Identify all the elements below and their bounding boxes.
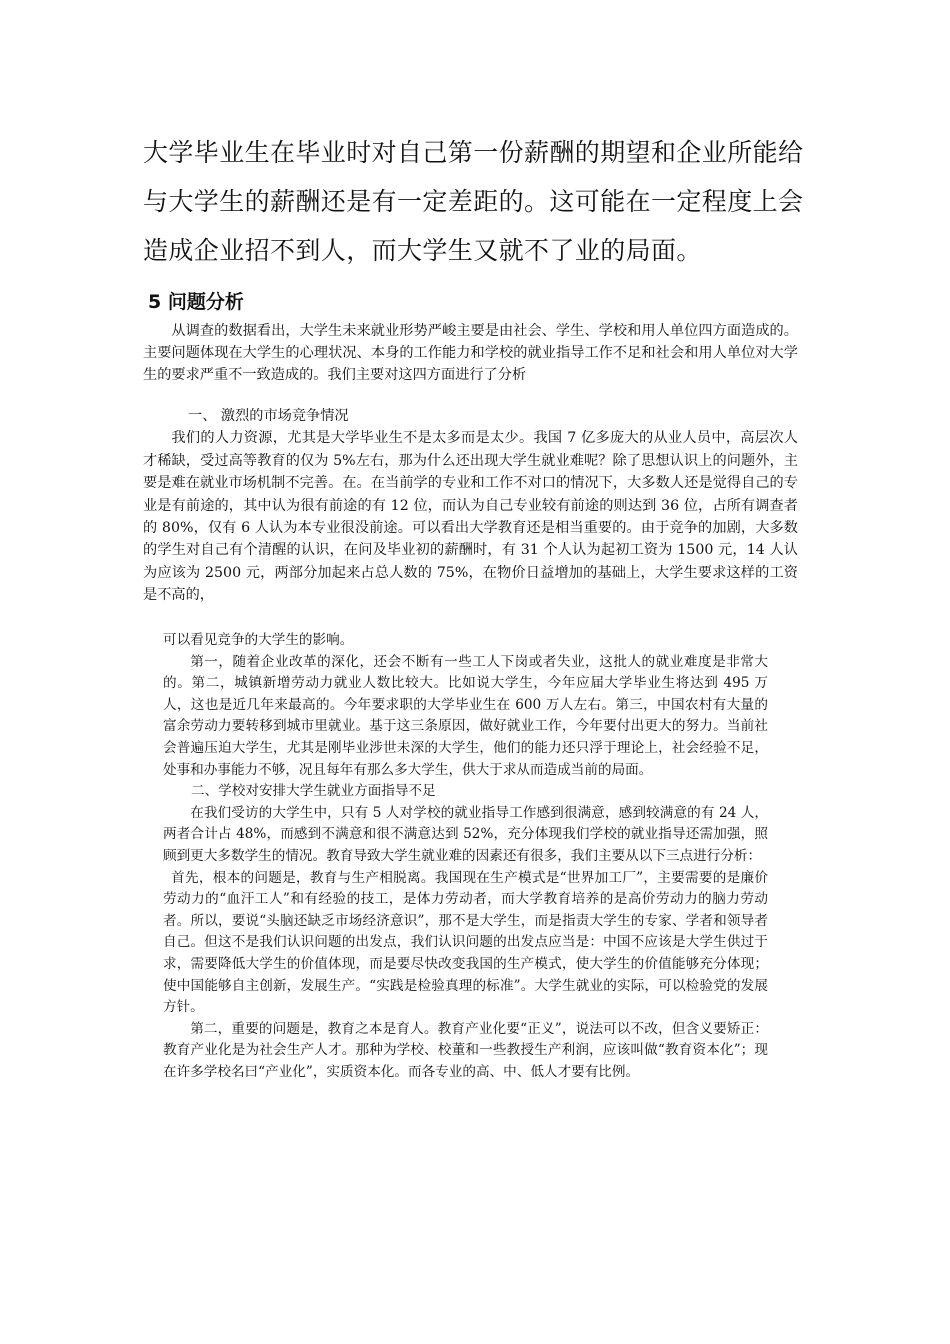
continuation-line: 可以看见竞争的大学生的影响。 (163, 632, 354, 648)
point-first: 首先，根本的问题是，教育与生产相脱离。我国现在生产模式是“世界加工厂”，主要需要的是廉价劳动力的“血汗工人”和有经验的技工，是体力劳动者，而大学教育培养的是高价劳动力的脑力劳动者。所以，要说“头脑还缺乏市场经济意识”，那不是大学生，而是指责大学生的专家、学者和领导者自己。但这不是我们认识问题的出发点，我们认识问题的出发点应当是：中国不应该是大学生供过于求，需要降低大学生的价值体现，而是要尽快改变我国的生产模式，使大学生的价值能够充分体现；使中国能够自主创新，发展生产。“实践是检验真理的标准”。大学生就业的实际，可以检验党的发展方针。 (163, 869, 768, 1016)
intro-paragraph: 大学毕业生在毕业时对自己第一份薪酬的期望和企业所能给与大学生的薪酬还是有一定差距的。这可能在一定程度上会造成企业招不到人，而大学生又就不了业的局面。 (143, 138, 804, 265)
overview-paragraph: 从调查的数据看出，大学生未来就业形势严峻主要是由社会、学生、学校和用人单位四方面造成的。主要问题体现在大学生的心理状况、本身的工作能力和学校的就业指导工作不足和社会和用人单位对大学生的要求严重不一致造成的。我们主要对这四方面进行了分析 (143, 323, 798, 383)
point-second: 第二，重要的问题是，教育之本是育人。教育产业化要“正义”，说法可以不改，但含义要矫正：教育产业化是为社会生产人才。那种为学校、校董和一些教授生产利润，应该叫做“教育资本化”；现在许多学校名曰“产业化”，实质资本化。而各专业的高、中、低人才要有比例。 (163, 1020, 768, 1080)
subsection-1-paragraph: 我们的人力资源，尤其是大学毕业生不是太多而是太少。我国 7 亿多庞大的从业人员中，高层次人才稀缺，受过高等教育的仅为 5%左右，那为什么还出现大学生就业难呢？除了思想认识上的问题外，主要是难在就业市场机制不完善。在。在当前学的专业和工作不对口的情况下，大多数人还是觉得自己的专业是有前途的，其中认为很有前途的有 12 位，而认为自己专业较有前途的则达到 36 位，占所有调查者的 80%，仅有 6 人认为本专业很没前途。可以看出大学教育还是相当重要的。由于竞争的加剧，大多数的学生对自己有个清醒的认识，在问及毕业初的薪酬时，有 31 个人认为起初工资为 1500 元，14 人认为应该为 2500 元，两部分加起来占总人数的 75%，在物价日益增加的基础上，大学生要求这样的工资是不高的， (143, 430, 798, 604)
competition-block (143, 405, 798, 607)
analysis-block (163, 630, 768, 1083)
paragraph-first-second: 第一，随着企业改革的深化，还会不断有一些工人下岗或者失业，这批人的就业难度是非常大的。第二，城镇新增劳动力就业人数比较大。比如说大学生，今年应届大学毕业生将达到 495 万人，这也是近几年来最高的。今年要求职的大学毕业生在 600 万人左右。第三，中国农村有大量的富余劳动力要转移到城市里就业。基于这三条原因，做好就业工作，今年要付出更大的努力。当前社会普遍压迫大学生，尤其是刚毕业涉世未深的大学生，他们的能力还只浮于理论上，社会经验不足，处事和办事能力不够，况且每年有那么多大学生，供大于求从而造成当前的局面。 (163, 653, 768, 778)
subsection-2-title: 二、学校对安排大学生就业方面指导不足 (191, 783, 436, 800)
section-heading: 5 问题分析 (148, 291, 244, 313)
overview-block (143, 320, 798, 386)
subsection-2-paragraph: 在我们受访的大学生中，只有 5 人对学校的就业指导工作感到很满意，感到较满意的有 24 人，两者合计占 48%，而感到不满意和很不满意达到 52%，充分体现我们学校的就业指导还需加强，照顾到更大多数学生的情况。教育导致大学生就业难的因素还有很多，我们主要从以下三点进行分析： (163, 804, 768, 864)
subsection-1-title: 一、 激烈的市场竞争情况 (188, 408, 349, 424)
